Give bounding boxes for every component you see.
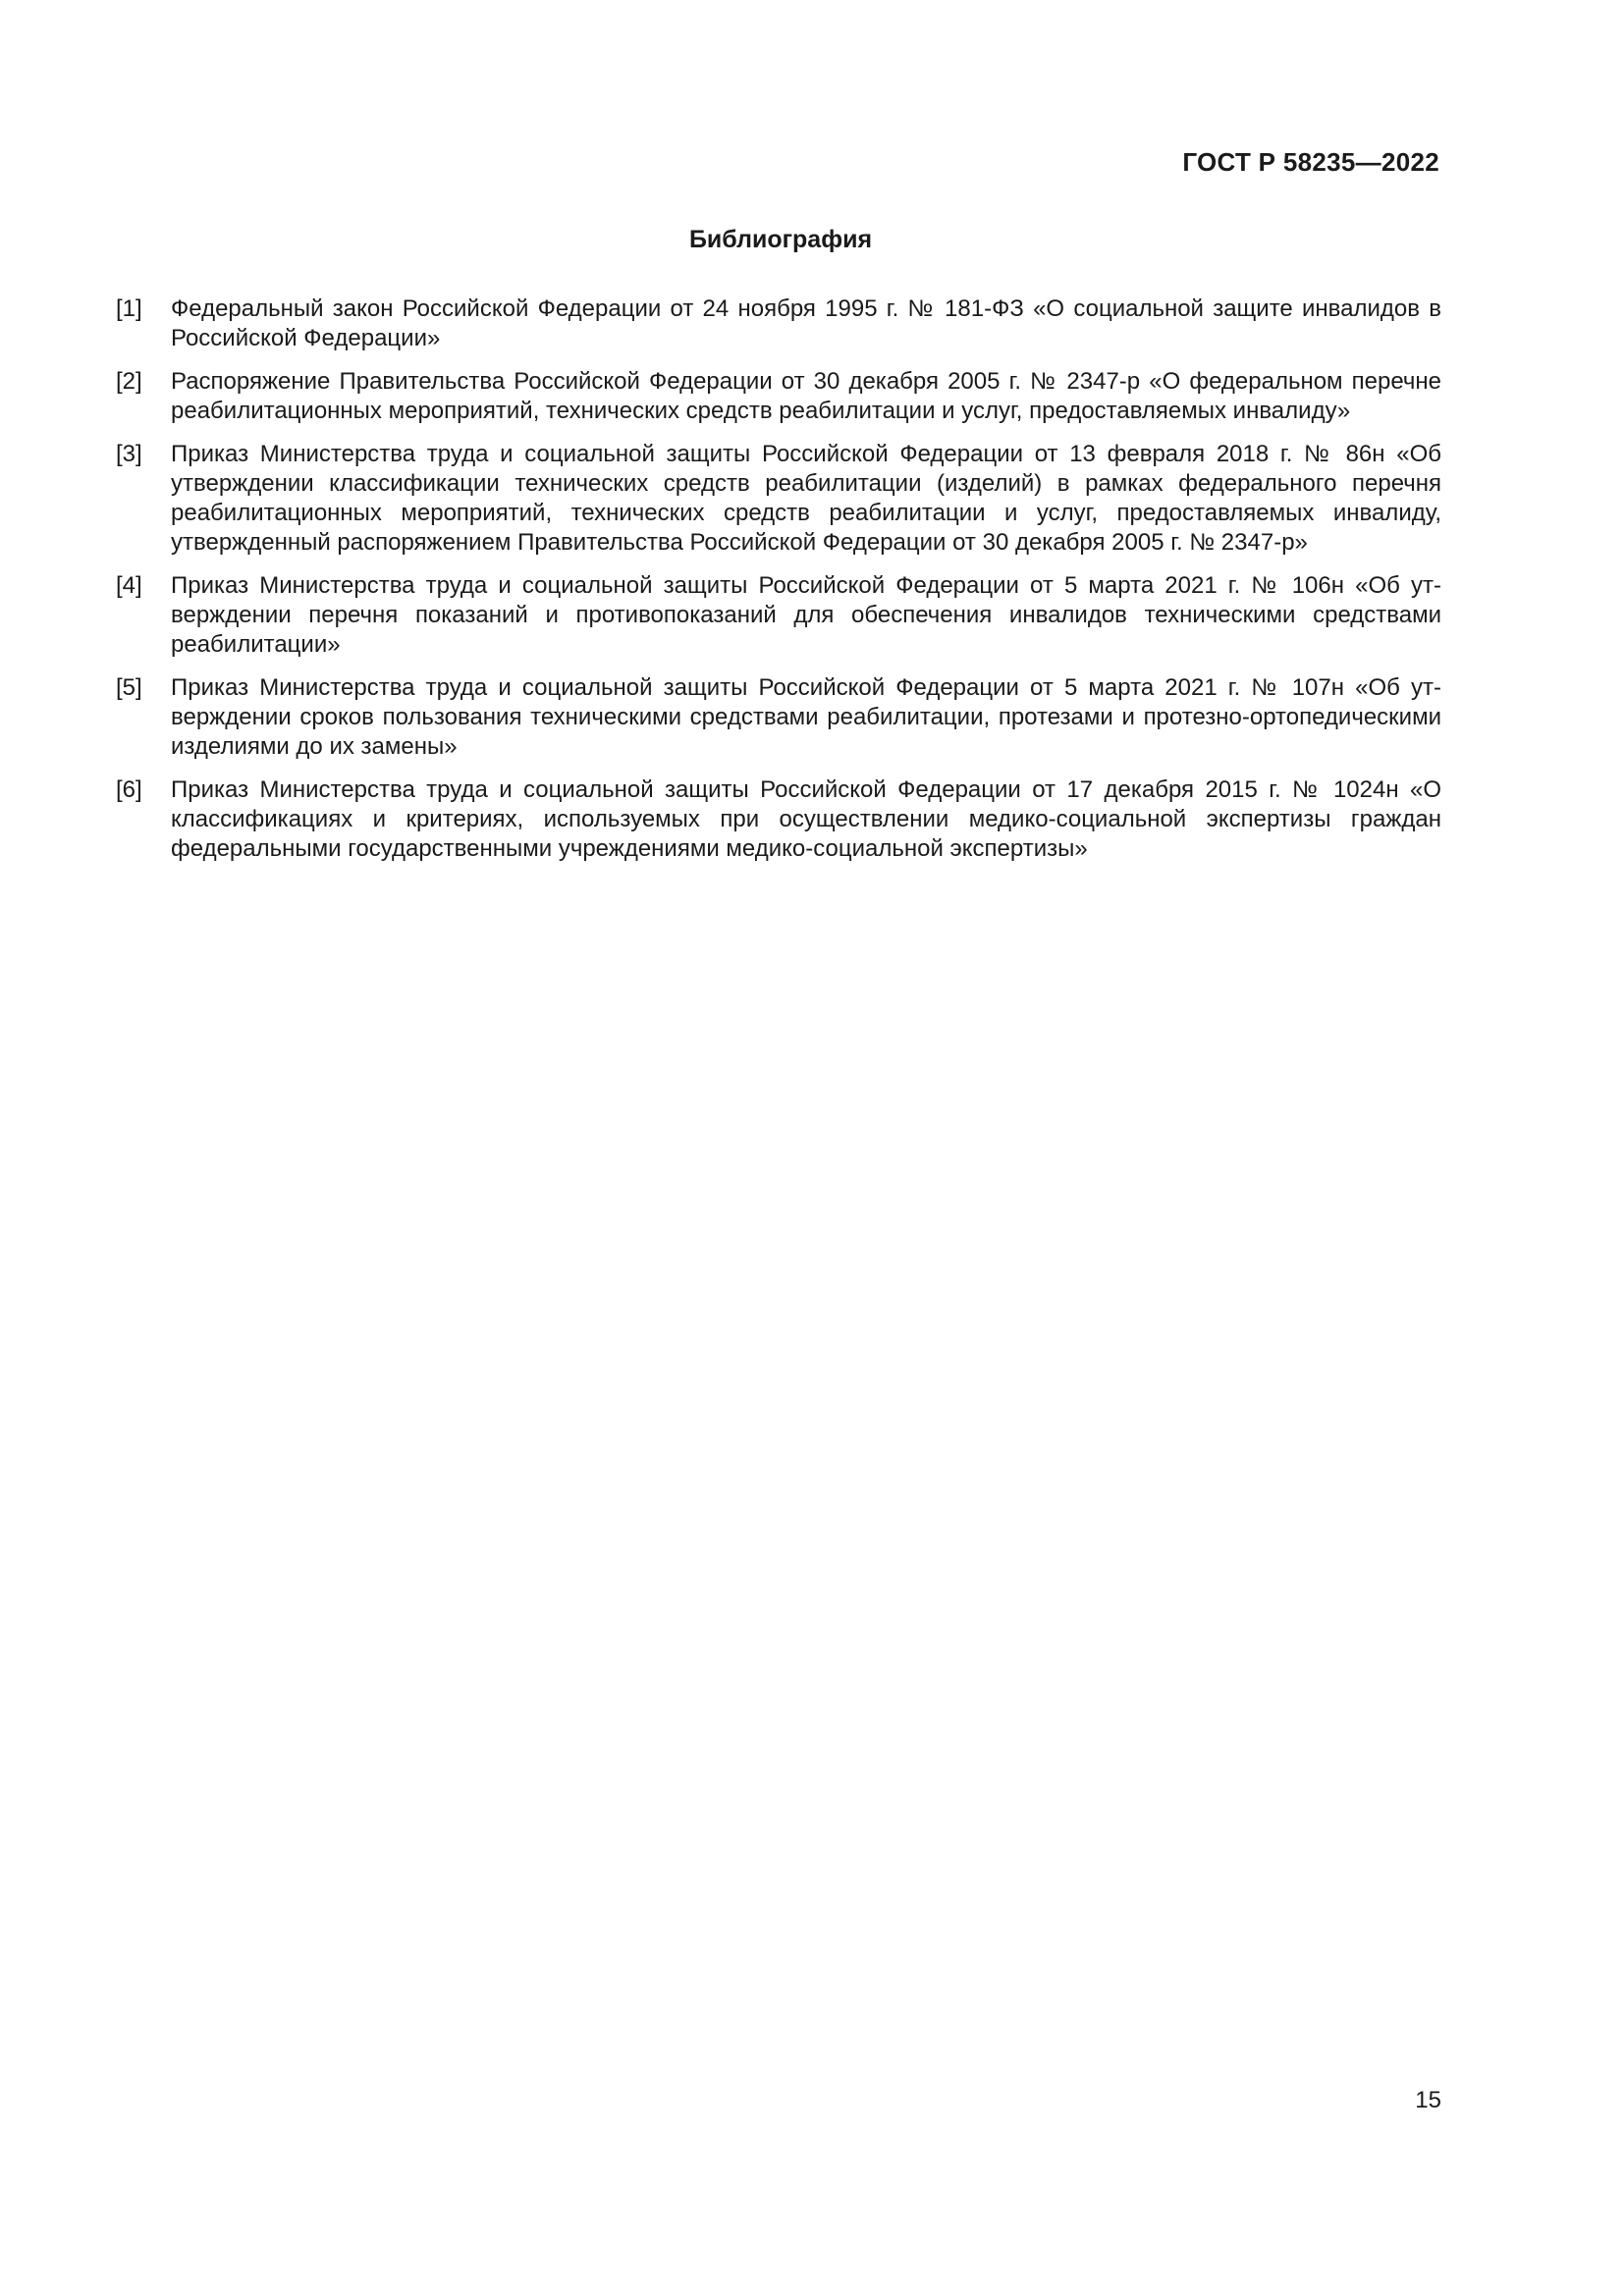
bibliography-item-number: [3] [116, 441, 142, 467]
bibliography-item-number: [4] [116, 572, 142, 599]
page-number: 15 [1415, 2087, 1441, 2113]
bibliography-item-text: Распоряжение Правительства Российской Федерации от 30 декабря 2005 г. № 2347-р «О федеральном перечне реабилитационных мероприятий, технических средств реабилитации и услуг, предоставляемых инвалиду» [171, 368, 1441, 424]
bibliography-item-number: [1] [116, 295, 142, 322]
bibliography-item-number: [6] [116, 776, 142, 803]
bibliography-list [116, 294, 1441, 878]
bibliography-item-text: Приказ Министерства труда и социальной защиты Российской Федерации от 13 февраля 2018 г. № 86н «Об утверждении классификации технических средств реабилитации (изделий) в рамках федерального перечня реабилитационных мероприятий, технических средств реабилитации и услуг, предоставляемых инвалиду, утвержденный распоряжением Правительства Российской Федерации от 30 декабря 2005 г. № 2347-р» [171, 441, 1441, 556]
bibliography-item-number: [2] [116, 368, 142, 395]
bibliography-item [116, 571, 1441, 660]
standard-code: ГОСТ Р 58235—2022 [1182, 147, 1439, 177]
bibliography-item-text: Приказ Министерства труда и социальной защиты Российской Федерации от 5 марта 2021 г. № 106н «Об утверждении перечня показаний и противопоказаний для обеспечения инвалидов техническими средствами реабилитации» [171, 572, 1441, 658]
section-title: Библиография [688, 226, 873, 253]
bibliography-item [116, 673, 1441, 762]
bibliography-item [116, 367, 1441, 426]
bibliography-item-text: Федеральный закон Российской Федерации от 24 ноября 1995 г. № 181-ФЗ «О социальной защите инвалидов в Российской Федерации» [171, 295, 1441, 351]
bibliography-item-text: Приказ Министерства труда и социальной защиты Российской Федерации от 5 марта 2021 г. № 107н «Об утверждении сроков пользования техническими средствами реабилитации, протезами и протезно-ортопедическими изделиями до их замены» [171, 674, 1441, 760]
bibliography-item-number: [5] [116, 674, 142, 701]
bibliography-item-text: Приказ Министерства труда и социальной защиты Российской Федерации от 17 декабря 2015 г. № 1024н «О классификациях и критериях, используемых при осуществлении медико-социальной экспертизы граждан федеральными государственными учреждениями медико-социальной экспертизы» [171, 776, 1441, 862]
bibliography-item [116, 440, 1441, 558]
bibliography-item [116, 775, 1441, 864]
bibliography-item [116, 294, 1441, 353]
